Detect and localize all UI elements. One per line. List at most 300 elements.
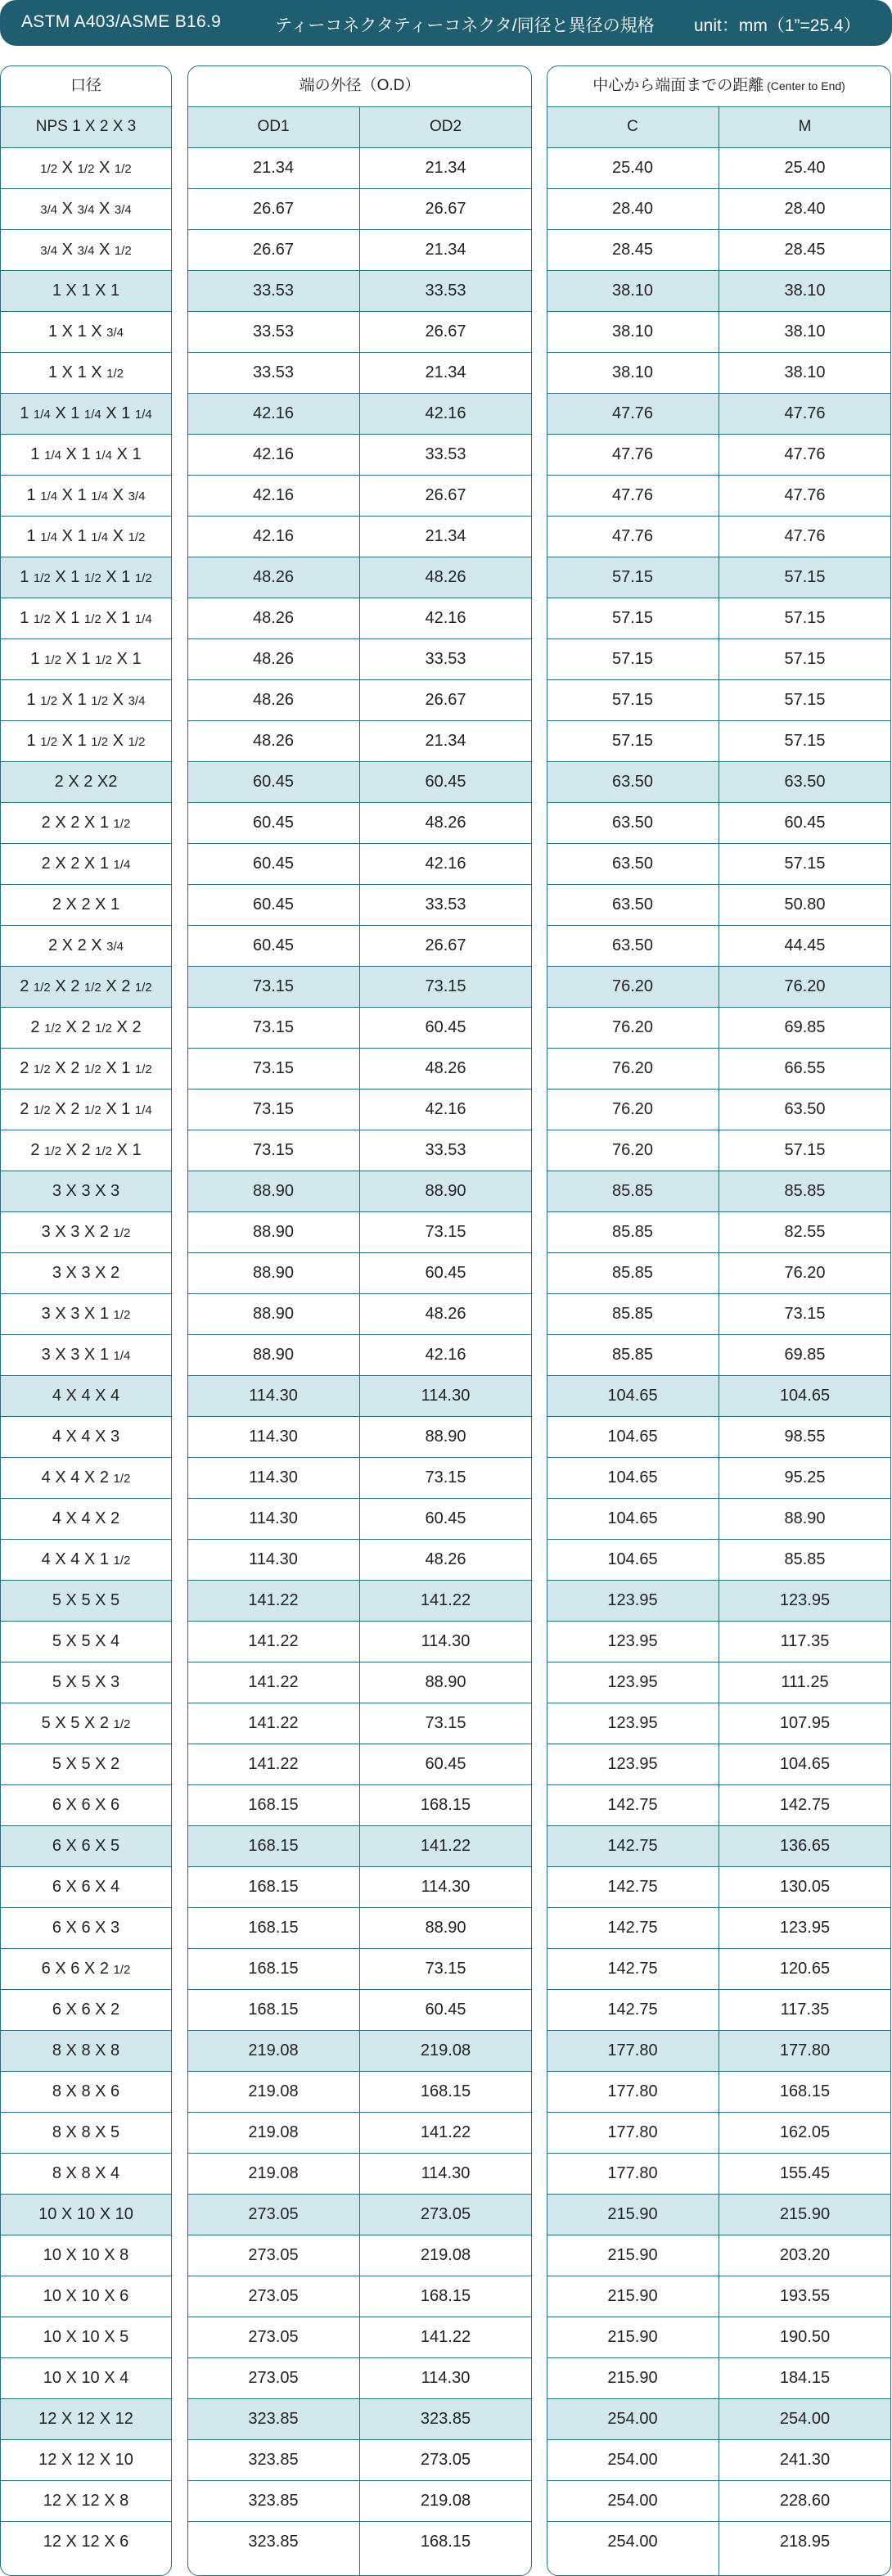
m-cell: 203.20: [779, 2246, 831, 2264]
od1-cell: 273.05: [248, 2369, 299, 2387]
size-cell: 6 X 6 X 6: [52, 1796, 120, 1814]
m-cell: 69.85: [784, 1018, 826, 1036]
od2-cell: 114.30: [421, 2369, 471, 2387]
c-cell: 28.40: [611, 200, 654, 218]
row-divider: [0, 1416, 172, 1417]
c-cell: 254.00: [607, 2451, 658, 2469]
c-cell: 254.00: [607, 2492, 658, 2510]
size-cell: 6 X 6 X 4: [52, 1878, 120, 1896]
od2-cell: 60.45: [425, 1509, 466, 1527]
c-cell: 104.65: [607, 1428, 658, 1446]
od1-cell: 48.26: [252, 568, 295, 586]
od2-cell: 60.45: [425, 1755, 466, 1773]
c-cell: 123.95: [607, 1755, 658, 1773]
od2-cell: 141.22: [420, 2328, 471, 2346]
row-divider: [0, 638, 172, 639]
size-cell: 5 X 5 X 2: [52, 1755, 120, 1773]
c-cell: 63.50: [611, 936, 654, 954]
row-divider: [0, 2521, 172, 2522]
od2-cell: 33.53: [425, 1141, 466, 1159]
od1-cell: 219.08: [248, 2082, 299, 2100]
c-cell: 177.80: [607, 2082, 658, 2100]
od1-cell: 273.05: [248, 2287, 299, 2305]
c-cell: 47.76: [611, 445, 654, 463]
size-cell: 2 1/2 X 2 1/2 X 2: [30, 1018, 142, 1036]
od1-cell: 141.22: [248, 1632, 299, 1650]
m-cell: 57.15: [784, 609, 826, 627]
od1-cell: 273.05: [248, 2246, 299, 2264]
row-divider: [0, 2398, 172, 2399]
m-cell: 177.80: [779, 2041, 831, 2059]
m-cell: 73.15: [784, 1305, 826, 1323]
c-cell: 104.65: [607, 1550, 658, 1568]
od1-cell: 323.85: [248, 2451, 299, 2469]
od1-cell: 48.26: [252, 691, 295, 709]
size-cell: 2 X 2 X 1 1/2: [41, 814, 131, 832]
m-cell: 184.15: [779, 2369, 831, 2387]
od1-cell: 323.85: [248, 2533, 299, 2551]
m-cell: 38.10: [784, 363, 826, 381]
row-divider: [0, 1375, 172, 1376]
od2-cell: 60.45: [425, 1264, 466, 1282]
size-cell: 4 X 4 X 1 1/2: [41, 1550, 131, 1568]
sub-header-c: C: [627, 118, 638, 135]
c-cell: 63.50: [611, 773, 654, 791]
od1-cell: 48.26: [252, 650, 295, 668]
od1-cell: 114.30: [249, 1509, 298, 1527]
od1-cell: 273.05: [248, 2328, 299, 2346]
m-cell: 25.40: [784, 159, 826, 177]
c-cell: 142.75: [607, 1960, 658, 1978]
m-cell: 28.40: [784, 200, 826, 218]
size-cell: 4 X 4 X 4: [52, 1387, 120, 1405]
od2-cell: 114.30: [421, 1632, 471, 1650]
row-divider: [0, 1498, 172, 1499]
od2-cell: 26.67: [425, 323, 466, 341]
m-cell: 104.65: [779, 1755, 831, 1773]
od2-cell: 73.15: [425, 1223, 466, 1241]
c-cell: 215.90: [607, 2369, 658, 2387]
size-cell: 1 1/4 X 1 1/4 X 3/4: [26, 486, 146, 504]
od1-cell: 273.05: [248, 2205, 299, 2223]
row-divider: [0, 188, 172, 189]
size-cell: 10 X 10 X 5: [43, 2328, 129, 2346]
od2-cell: 60.45: [425, 1018, 466, 1036]
c-cell: 47.76: [611, 404, 654, 422]
od2-cell: 88.90: [425, 1919, 466, 1937]
c-cell: 177.80: [607, 2041, 658, 2059]
c-cell: 85.85: [611, 1182, 654, 1200]
od2-cell: 33.53: [425, 896, 466, 914]
od2-cell: 219.08: [420, 2041, 471, 2059]
od2-cell: 168.15: [420, 2533, 471, 2551]
od2-cell: 60.45: [425, 773, 466, 791]
m-cell: 228.60: [779, 2492, 831, 2510]
od1-cell: 42.16: [252, 486, 295, 504]
m-cell: 38.10: [784, 282, 826, 300]
c-cell: 177.80: [607, 2164, 658, 2182]
od2-cell: 21.34: [425, 732, 466, 750]
m-cell: 57.15: [784, 1141, 826, 1159]
row-divider: [0, 270, 172, 271]
row-divider: [0, 761, 172, 762]
size-cell: 3/4 X 3/4 X 1/2: [40, 241, 132, 259]
m-cell: 82.55: [784, 1223, 826, 1241]
row-divider: [0, 1048, 172, 1049]
od2-cell: 88.90: [425, 1428, 466, 1446]
od2-cell: 42.16: [425, 855, 466, 873]
row-divider: [0, 2153, 172, 2154]
size-cell: 8 X 8 X 6: [52, 2082, 120, 2100]
size-cell: 6 X 6 X 3: [52, 1919, 120, 1937]
m-cell: 63.50: [784, 1100, 826, 1118]
od1-cell: 141.22: [248, 1673, 299, 1691]
sub-header-m: M: [798, 118, 812, 135]
od1-cell: 26.67: [252, 241, 295, 259]
c-cell: 57.15: [611, 732, 654, 750]
size-cell: 10 X 10 X 4: [43, 2369, 129, 2387]
od2-cell: 168.15: [420, 1796, 471, 1814]
od1-cell: 168.15: [248, 2001, 299, 2019]
od2-cell: 21.34: [425, 241, 466, 259]
c-cell: 104.65: [607, 1468, 658, 1487]
size-cell: 8 X 8 X 5: [52, 2123, 120, 2141]
m-cell: 47.76: [784, 404, 826, 422]
size-cell: 12 X 12 X 8: [43, 2492, 129, 2510]
c-cell: 104.65: [607, 1387, 658, 1405]
row-divider: [0, 229, 172, 230]
size-cell: 3 X 3 X 1 1/2: [41, 1305, 131, 1323]
m-cell: 76.20: [784, 1264, 826, 1282]
row-divider: [0, 2030, 172, 2031]
c-cell: 142.75: [607, 1919, 658, 1937]
od2-cell: 114.30: [421, 2164, 471, 2182]
row-divider: [0, 925, 172, 926]
column-divider: [359, 106, 360, 2576]
standard-label: ASTM A403/ASME B16.9: [21, 12, 222, 31]
od2-cell: 73.15: [425, 977, 466, 995]
m-cell: 193.55: [779, 2287, 831, 2305]
c-cell: 57.15: [611, 691, 654, 709]
od2-cell: 33.53: [425, 282, 466, 300]
row-divider: [0, 1948, 172, 1949]
od1-cell: 88.90: [252, 1182, 295, 1200]
od2-cell: 42.16: [425, 609, 466, 627]
row-divider: [0, 1825, 172, 1826]
size-cell: 1 X 1 X 3/4: [47, 323, 124, 341]
m-cell: 155.45: [779, 2164, 831, 2182]
od1-cell: 42.16: [252, 404, 295, 422]
od1-cell: 168.15: [248, 1796, 299, 1814]
od2-cell: 21.34: [425, 527, 466, 545]
row-divider: [0, 884, 172, 885]
row-divider: [0, 106, 172, 107]
c-cell: 76.20: [611, 1100, 654, 1118]
c-cell: 28.45: [611, 241, 654, 259]
od1-cell: 26.67: [252, 200, 295, 218]
c-cell: 142.75: [607, 1837, 658, 1855]
m-cell: 136.65: [779, 1837, 831, 1855]
od1-cell: 33.53: [252, 282, 295, 300]
od2-cell: 48.26: [425, 1305, 466, 1323]
c-cell: 142.75: [607, 1878, 658, 1896]
row-divider: [0, 802, 172, 803]
row-divider: [0, 2194, 172, 2195]
c-cell: 25.40: [611, 159, 654, 177]
row-divider: [0, 1907, 172, 1908]
c-cell: 57.15: [611, 609, 654, 627]
row-divider: [0, 393, 172, 394]
od1-cell: 21.34: [252, 159, 295, 177]
m-cell: 69.85: [784, 1346, 826, 1364]
unit-label: unit：mm（1”=25.4）: [694, 16, 861, 35]
c-cell: 63.50: [611, 896, 654, 914]
row-divider: [0, 1580, 172, 1581]
c-cell: 254.00: [607, 2410, 658, 2428]
od1-cell: 323.85: [248, 2410, 299, 2428]
c-cell: 63.50: [611, 814, 654, 832]
m-cell: 95.25: [784, 1468, 826, 1487]
row-divider: [0, 434, 172, 435]
od1-cell: 48.26: [252, 732, 295, 750]
c-cell: 76.20: [611, 1059, 654, 1077]
size-cell: 1 X 1 X 1: [52, 282, 120, 300]
size-cell: 5 X 5 X 3: [52, 1673, 120, 1691]
sub-header-od2: OD2: [429, 118, 462, 135]
row-divider: [0, 1866, 172, 1867]
size-cell: 12 X 12 X 6: [43, 2533, 129, 2551]
size-cell: 3/4 X 3/4 X 3/4: [40, 200, 132, 218]
od2-cell: 114.30: [421, 1387, 471, 1405]
m-cell: 76.20: [784, 977, 826, 995]
m-cell: 254.00: [779, 2410, 831, 2428]
size-cell: 4 X 4 X 2 1/2: [41, 1468, 131, 1487]
od1-cell: 73.15: [252, 977, 295, 995]
m-cell: 57.15: [784, 691, 826, 709]
od2-cell: 48.26: [425, 1059, 466, 1077]
row-divider: [0, 1539, 172, 1540]
size-cell: 2 X 2 X 1 1/4: [41, 855, 131, 873]
c-cell: 85.85: [611, 1223, 654, 1241]
size-cell: 5 X 5 X 4: [52, 1632, 120, 1650]
od1-cell: 60.45: [252, 936, 295, 954]
od1-cell: 33.53: [252, 363, 295, 381]
row-divider: [0, 475, 172, 476]
c-cell: 38.10: [611, 282, 654, 300]
row-divider: [0, 1784, 172, 1785]
od1-cell: 114.30: [249, 1468, 298, 1487]
row-divider: [0, 1334, 172, 1335]
od2-cell: 26.67: [425, 486, 466, 504]
c-cell: 142.75: [607, 1796, 658, 1814]
od2-cell: 21.34: [425, 363, 466, 381]
title-banner: [0, 0, 892, 46]
m-cell: 57.15: [784, 568, 826, 586]
m-cell: 28.45: [784, 241, 826, 259]
c-cell: 104.65: [607, 1509, 658, 1527]
od1-cell: 73.15: [252, 1059, 295, 1077]
od2-cell: 26.67: [425, 691, 466, 709]
od2-cell: 33.53: [425, 445, 466, 463]
od2-cell: 21.34: [425, 159, 466, 177]
od2-cell: 73.15: [425, 1468, 466, 1487]
od2-cell: 48.26: [425, 1550, 466, 1568]
c-cell: 57.15: [611, 650, 654, 668]
od1-cell: 88.90: [252, 1223, 295, 1241]
m-cell: 123.95: [779, 1591, 831, 1609]
m-cell: 107.95: [779, 1714, 831, 1732]
od1-cell: 88.90: [252, 1346, 295, 1364]
c-cell: 85.85: [611, 1264, 654, 1282]
c-cell: 142.75: [607, 2001, 658, 2019]
m-cell: 123.95: [779, 1919, 831, 1937]
c-cell: 47.76: [611, 486, 654, 504]
page-title: ティーコネクタティーコネクタ/同径と異径の規格: [275, 16, 655, 35]
m-cell: 47.76: [784, 486, 826, 504]
row-divider: [0, 679, 172, 680]
size-cell: 1 1/2 X 1 1/2 X 1 1/4: [20, 609, 152, 627]
od2-cell: 73.15: [425, 1714, 466, 1732]
c-cell: 254.00: [607, 2533, 658, 2551]
size-cell: 1 1/4 X 1 1/4 X 1: [30, 445, 142, 463]
row-divider: [0, 966, 172, 967]
od1-cell: 219.08: [248, 2123, 299, 2141]
od1-cell: 73.15: [252, 1018, 295, 1036]
c-cell: 63.50: [611, 855, 654, 873]
size-group-header: 口径: [70, 77, 101, 94]
m-cell: 117.35: [780, 2001, 830, 2019]
size-cell: 1 1/2 X 1 1/2 X 1: [30, 650, 142, 668]
c-cell: 38.10: [611, 323, 654, 341]
od1-cell: 323.85: [248, 2492, 299, 2510]
row-divider: [0, 2439, 172, 2440]
od1-cell: 60.45: [252, 814, 295, 832]
size-cell: 2 1/2 X 2 1/2 X 1: [30, 1141, 142, 1159]
size-cell: 3 X 3 X 2 1/2: [41, 1223, 131, 1241]
m-cell: 130.05: [779, 1878, 831, 1896]
row-divider: [0, 516, 172, 517]
od1-cell: 60.45: [252, 855, 295, 873]
size-cell: 4 X 4 X 2: [52, 1509, 120, 1527]
c-cell: 123.95: [607, 1591, 658, 1609]
size-cell: 1 1/4 X 1 1/4 X 1 1/4: [20, 404, 152, 422]
size-cell: 6 X 6 X 2: [52, 2001, 120, 2019]
size-cell: 8 X 8 X 8: [52, 2041, 120, 2059]
od2-cell: 88.90: [425, 1673, 466, 1691]
size-cell: 1 1/2 X 1 1/2 X 1 1/2: [20, 568, 152, 586]
cte-header-label: 中心から端面までの距離: [592, 77, 764, 94]
m-cell: 111.25: [781, 1673, 829, 1691]
od2-cell: 60.45: [425, 2001, 466, 2019]
od1-cell: 60.45: [252, 773, 295, 791]
od1-cell: 73.15: [252, 1100, 295, 1118]
size-cell: 10 X 10 X 8: [43, 2246, 129, 2264]
od2-cell: 26.67: [425, 936, 466, 954]
row-divider: [0, 1293, 172, 1294]
od1-cell: 141.22: [248, 1591, 299, 1609]
od2-cell: 42.16: [425, 1346, 466, 1364]
size-cell: 4 X 4 X 3: [52, 1428, 120, 1446]
row-divider: [0, 843, 172, 844]
od2-cell: 273.05: [420, 2205, 471, 2223]
size-cell: 1 1/2 X 1 1/2 X 3/4: [26, 691, 146, 709]
size-cell: 12 X 12 X 12: [38, 2410, 133, 2428]
m-cell: 57.15: [784, 855, 826, 873]
od1-cell: 42.16: [252, 445, 295, 463]
size-cell: 6 X 6 X 5: [52, 1837, 120, 1855]
od2-cell: 73.15: [425, 1960, 466, 1978]
size-cell: 2 X 2 X 1: [52, 896, 120, 914]
size-cell: 1 X 1 X 1/2: [47, 363, 124, 381]
row-divider: [0, 2357, 172, 2358]
cte-header-english: (Center to End): [764, 79, 845, 92]
od1-cell: 168.15: [248, 1960, 299, 1978]
od2-cell: 219.08: [420, 2246, 471, 2264]
size-cell: 1 1/4 X 1 1/4 X 1/2: [26, 527, 146, 545]
od2-cell: 42.16: [425, 404, 466, 422]
m-cell: 168.15: [779, 2082, 831, 2100]
m-cell: 60.45: [784, 814, 826, 832]
od1-cell: 219.08: [248, 2164, 299, 2182]
c-cell: 123.95: [607, 1632, 658, 1650]
od1-cell: 168.15: [248, 1919, 299, 1937]
size-cell: 3 X 3 X 3: [52, 1182, 120, 1200]
row-divider: [0, 1007, 172, 1008]
m-cell: 88.90: [784, 1509, 826, 1527]
m-cell: 241.30: [779, 2451, 831, 2469]
od2-cell: 168.15: [420, 2082, 471, 2100]
m-cell: 142.75: [779, 1796, 831, 1814]
od1-cell: 88.90: [252, 1264, 295, 1282]
m-cell: 66.55: [784, 1059, 826, 1077]
row-divider: [0, 1252, 172, 1253]
m-cell: 190.50: [779, 2328, 831, 2346]
size-cell: 3 X 3 X 2: [52, 1264, 120, 1282]
m-cell: 215.90: [779, 2205, 831, 2223]
m-cell: 218.95: [779, 2533, 831, 2551]
m-cell: 85.85: [784, 1182, 826, 1200]
size-cell: 5 X 5 X 2 1/2: [41, 1714, 131, 1732]
od1-cell: 73.15: [252, 1141, 295, 1159]
size-cell: 3 X 3 X 1 1/4: [41, 1346, 131, 1364]
c-cell: 215.90: [607, 2246, 658, 2264]
row-divider: [0, 720, 172, 721]
od1-cell: 168.15: [248, 1878, 299, 1896]
size-cell: 10 X 10 X 10: [38, 2205, 133, 2223]
od1-cell: 141.22: [248, 1755, 299, 1773]
row-divider: [0, 2480, 172, 2481]
od1-cell: 42.16: [252, 527, 295, 545]
m-cell: 44.45: [784, 936, 826, 954]
size-cell: 12 X 12 X 10: [38, 2451, 133, 2469]
od1-cell: 114.30: [249, 1550, 298, 1568]
row-divider: [0, 311, 172, 312]
od1-cell: 48.26: [252, 609, 295, 627]
od1-cell: 168.15: [248, 1837, 299, 1855]
row-divider: [0, 352, 172, 353]
m-cell: 120.65: [779, 1960, 831, 1978]
c-cell: 57.15: [611, 568, 654, 586]
od2-cell: 33.53: [425, 650, 466, 668]
m-cell: 162.05: [779, 2123, 831, 2141]
row-divider: [0, 2071, 172, 2072]
od1-cell: 114.30: [249, 1387, 298, 1405]
od2-cell: 48.26: [425, 568, 466, 586]
od2-cell: 48.26: [425, 814, 466, 832]
od2-cell: 323.85: [420, 2410, 471, 2428]
size-cell: 2 1/2 X 2 1/2 X 1 1/2: [20, 1059, 152, 1077]
sub-header-od1: OD1: [257, 118, 290, 135]
